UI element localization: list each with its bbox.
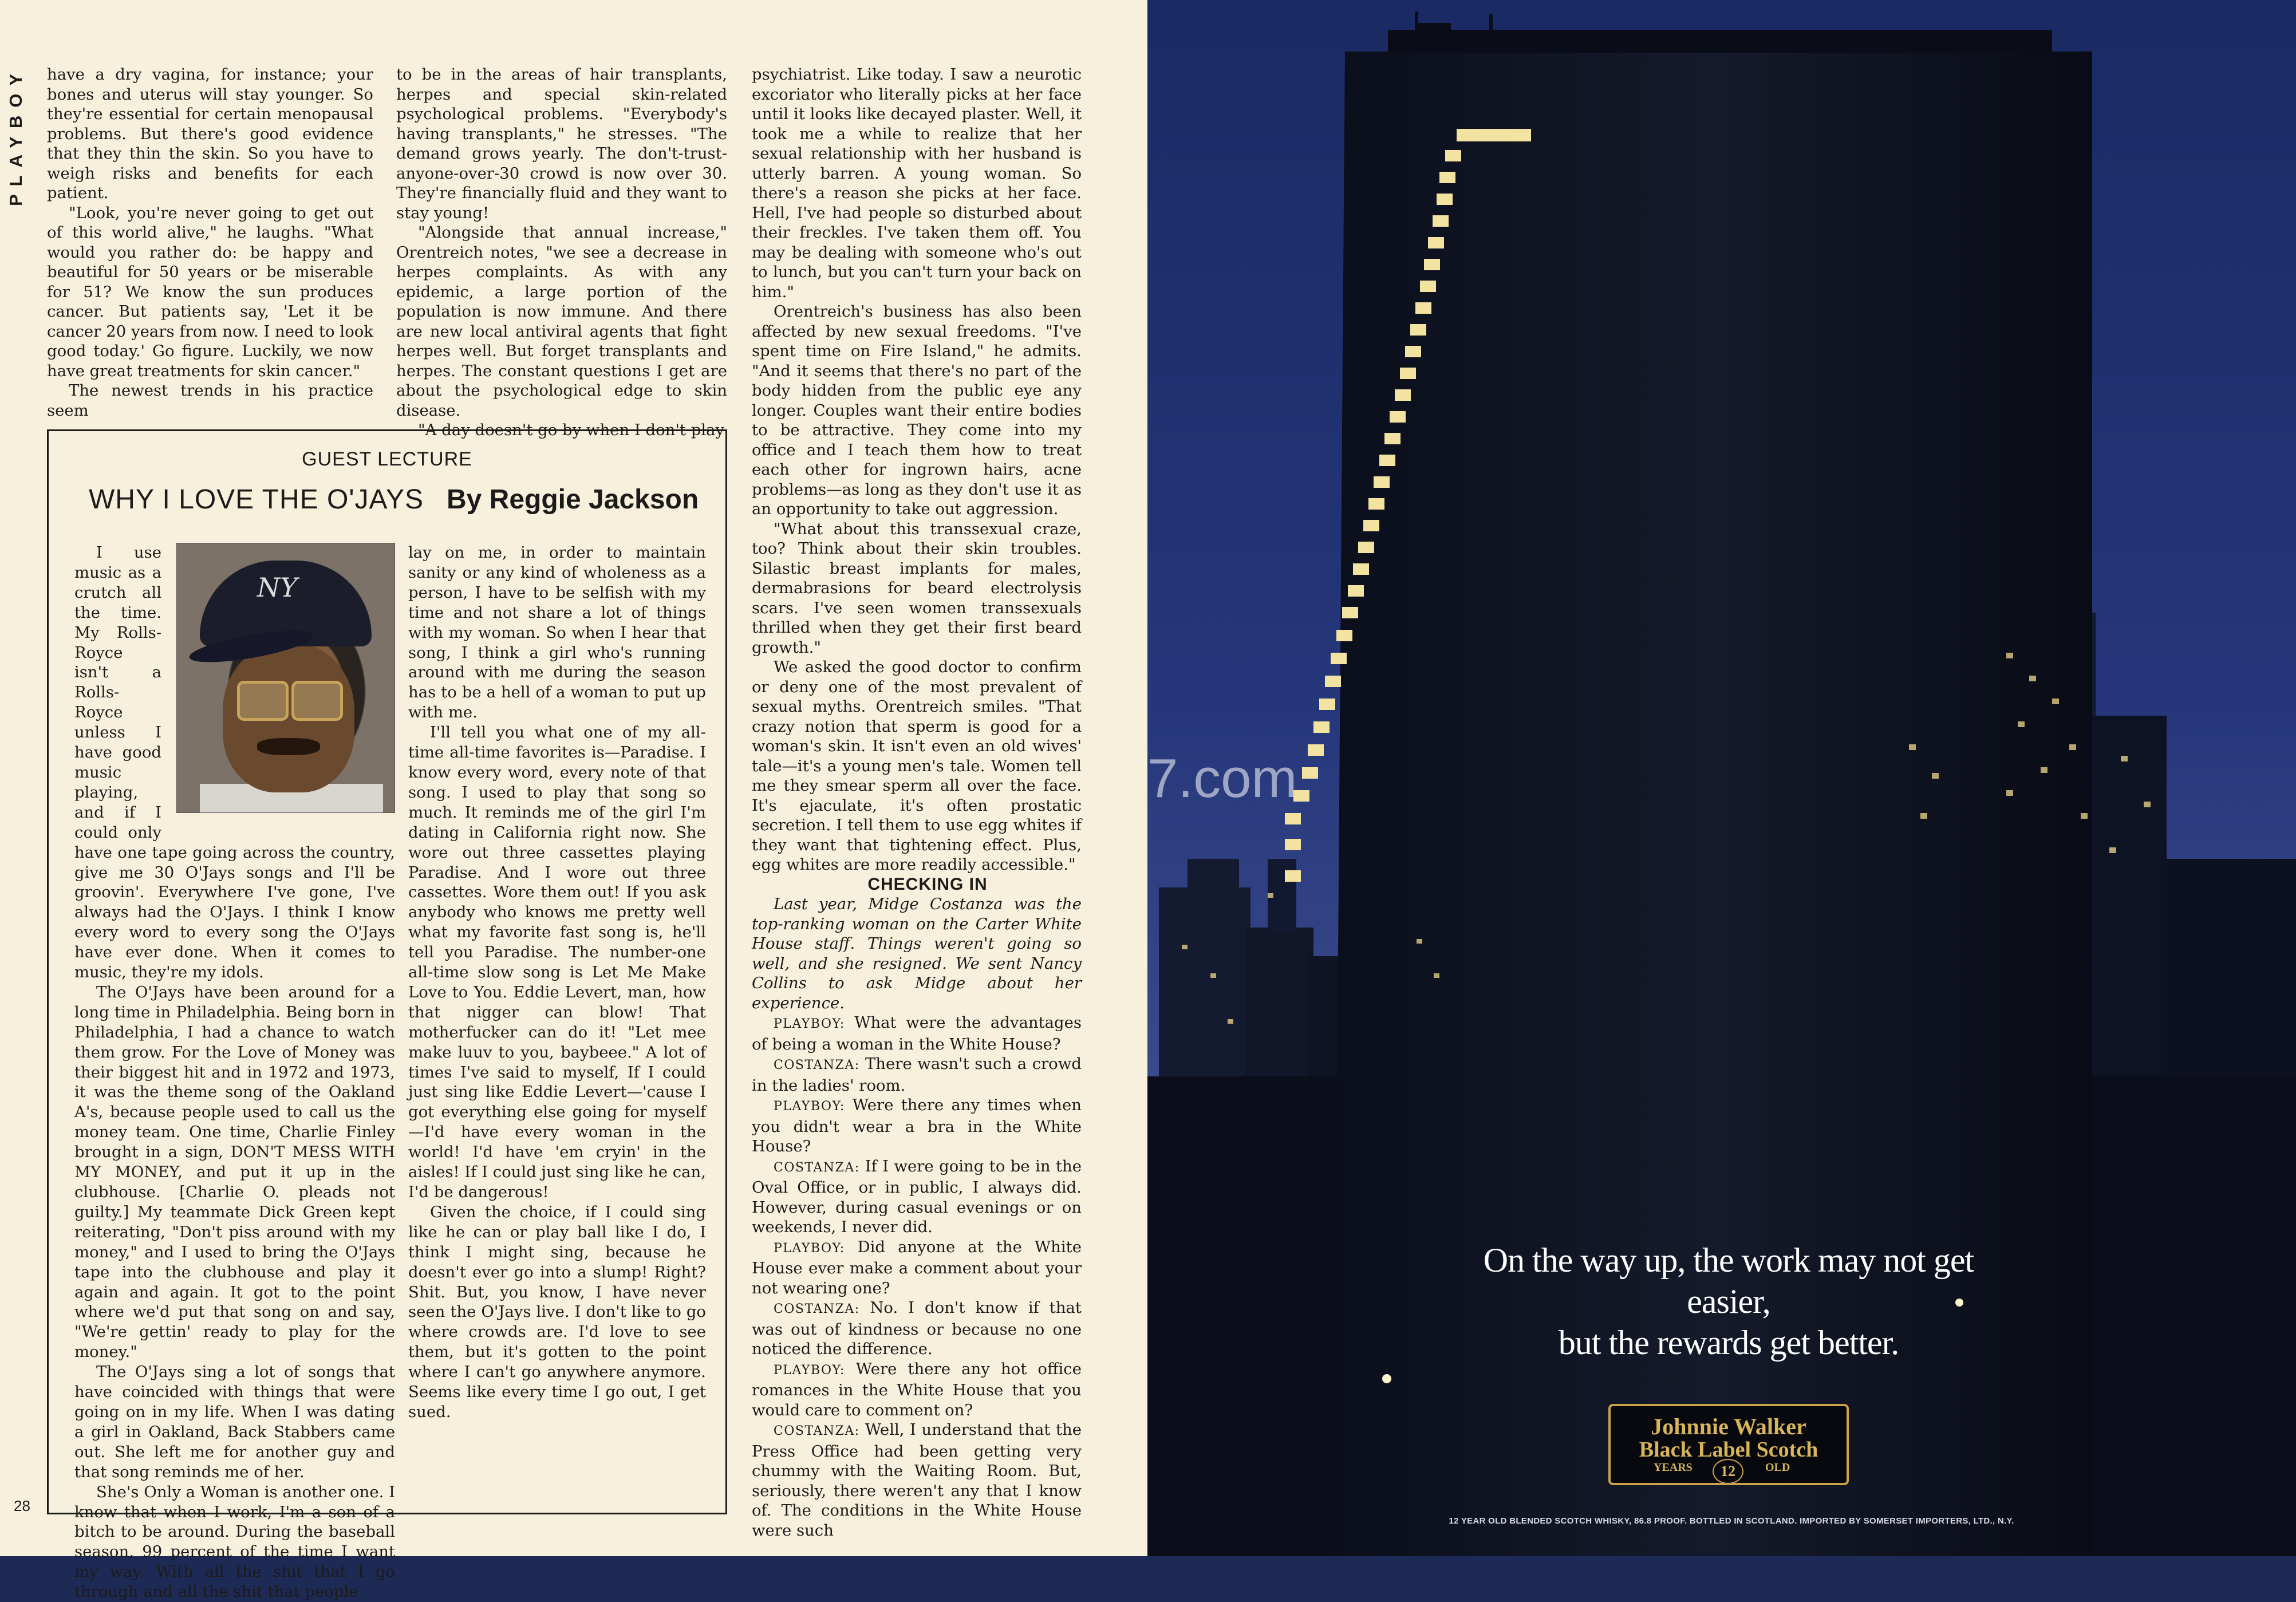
running-head: PLAYBOY xyxy=(6,66,26,207)
ad-headline xyxy=(1442,1240,2015,1363)
speaker-label: PLAYBOY: xyxy=(774,1099,853,1114)
article-column-1 xyxy=(47,65,373,420)
article-column-3 xyxy=(752,65,1082,1540)
paragraph: I'll tell you what one of my all-time all-time favorites is—Paradise. I know every word, every note of that song. I used to play that song so much. It reminds me of the girl I'm dating in California right now. She wore out three cassettes playing Paradise. And I wore out three cassettes. Wore them out! If you ask anybody who knows me pretty well what my favorite fast song is, he'll tell you Paradise. The number-one all-time slow song is Let Me Make Love to You. Eddie Levert, man, how that nigger can blow! That motherfucker can do it! "Let mee make luuv to you, baybeee." A lot of times I've said to myself, If I could just sing like Eddie Levert—'cause I got everything else going for myself—I'd have every woman in the world! I'd have 'em cryin' in the aisles! If I could just sing like he can, I'd be dangerous! xyxy=(408,723,706,1201)
fine-print: 12 YEAR OLD BLENDED SCOTCH WHISKY, 86.8 PROOF. BOTTLED IN SCOTLAND. IMPORTED BY SOMERSET IMPORTERS, LTD., N.Y. xyxy=(1449,1516,2014,1526)
interview-text: Were there any hot office romances in the White House that you would care to comment on? xyxy=(752,1359,1082,1419)
interview-text: What were the advantages of being a woman in the White House? xyxy=(752,1013,1082,1053)
paragraph: "Alongside that annual increase," Orentreich notes, "we see a decrease in herpes complaints. As with any epidemic, a large portion of the population is now immune. And there are new local antiviral agents that fight herpes well. But forget transplants and herpes. The constant questions I get are about the psychological edge to skin disease. xyxy=(396,223,727,420)
paragraph: Given the choice, if I could sing like he can or play ball like I do, I think I might sing, because he doesn't ever go into a slump! Right? Shit. But, you know, I have never seen the O'Jays live. I don't like to go where crowds are. I'd love to see them, but it's gotten to the point where I can't go anywhere anymore. Seems like every time I go out, I get sued. xyxy=(408,1202,706,1421)
speaker-label: PLAYBOY: xyxy=(774,1363,856,1378)
paragraph: I use music as a crutch all the time. My Rolls-Royce isn't a Rolls-Royce unless I have good music playing, and if I could only have one tape going across the country, give me 30 O'Jays songs and I'll be groovin'. Everywhere I've gone, I've always had the O'Jays. I think I know every word to every song the O'Jays have ever done. When it comes to music, they're my idols. xyxy=(74,543,395,982)
speaker-label: PLAYBOY: xyxy=(774,1017,855,1031)
interview-text: Did anyone at the White House ever make a comment about your not wearing one? xyxy=(752,1237,1082,1297)
paragraph: The newest trends in his practice seem xyxy=(47,381,373,420)
interview-text: Well, I understand that the Press Office had been getting very chummy with the Waiting Room. But, seriously, there weren't any that I know of. The conditions in the White House were such xyxy=(752,1421,1082,1540)
paragraph: psychiatrist. Like today. I saw a neurotic excoriator who literally picks at her face until it looks like decayed plaster. Well, it took me a while to realize that her sexual relationship with her husband is utterly barren. A young woman. So there's a reason she picks at her face. Hell, I've had people so disturbed about their freckles. I've taken them off. You may be dealing with someone who's out to lunch, but you can't turn your back on him." xyxy=(752,65,1082,301)
watermark-text: 7.com xyxy=(1147,748,1297,809)
paragraph: She's Only a Woman is another one. I know that when I work, I'm a son of a bitch to be around. During the baseball season, 99 percent of the time I want my way. With all the shit that I go through and all the shit that people xyxy=(74,1482,395,1601)
speaker-label: COSTANZA: xyxy=(774,1424,865,1438)
paragraph: Orentreich's business has also been affected by new sexual freedoms. "I've spent time on Fire Island," he admits. "And it seems that there's no part of the body hidden from the public eye any longer. Couples want their entire bodies to be attractive. They come into my office and I teach them how to treat each other for ingrown hairs, acne problems—as long as they don't use it as an opportunity to take out aggression. xyxy=(752,302,1082,518)
product-name: Black Label Scotch xyxy=(1639,1438,1818,1462)
age-badge: 12 xyxy=(1713,1459,1743,1484)
interview-line xyxy=(752,1013,1082,1054)
paragraph: to be in the areas of hair transplants, herpes and special skin-related psychological problems. "Everybody's having transplants," he stresses. "The demand grows yearly. The don't-trust-anyone-over-30 crowd is now over 30. They're financially fluid and they want to stay young! xyxy=(396,65,727,222)
checking-in-intro: Last year, Midge Costanza was the top-ranking woman on the Carter White House staff. Things weren't going so well, and she resigned. We sent Nancy Collins to ask Midge about her experience. xyxy=(752,895,1082,1012)
interview-line xyxy=(752,1095,1082,1157)
paragraph: The O'Jays have been around for a long time in Philadelphia. Being born in Philadelphia, I had a chance to watch them grow. For the Love of Money was their biggest hit and in 1972 and 1973, it was the theme song of the Oakland A's, because people used to call us the money team. One time, Charlie Finley brought in a sign, DON'T MESS WITH MY MONEY, and put it up in the clubhouse. [Charlie O. pleads not guilty.] My teammate Dick Green kept reiterating, "Don't piss around with my money," and I used to bring the O'Jays tape into the clubhouse and play it again and again. It got to the point where we'd put that song on and say, "We're gettin' ready to play for the money." xyxy=(74,982,395,1362)
interview-text: There wasn't such a crowd in the ladies' room. xyxy=(752,1055,1082,1095)
reggie-jackson-photo xyxy=(176,543,395,813)
left-magazine-page xyxy=(0,0,1147,1601)
ad-headline-line-1: On the way up, the work may not get easier, xyxy=(1483,1241,1974,1320)
interview-line xyxy=(752,1237,1082,1299)
checking-in-heading: CHECKING IN xyxy=(867,874,988,894)
old-label: OLD xyxy=(1765,1461,1790,1474)
speaker-label: COSTANZA: xyxy=(774,1160,865,1175)
johnnie-walker-logo xyxy=(1608,1404,1849,1485)
interview-text: Were there any times when you didn't wear a bra in the White House? xyxy=(752,1096,1082,1155)
lecture-byline: By Reggie Jackson xyxy=(446,484,699,515)
years-label: YEARS xyxy=(1654,1461,1693,1474)
interview-line xyxy=(752,1298,1082,1359)
paragraph: The O'Jays sing a lot of songs that have coincided with things that were going on in my life. When I was dating a girl in Oakland, Back Stabbers came out. She left me for another guy and that song reminds me of her. xyxy=(74,1363,395,1481)
speaker-label: COSTANZA: xyxy=(774,1302,870,1316)
guest-lecture-box xyxy=(47,429,727,1601)
article-column-2 xyxy=(396,65,727,440)
speaker-label: PLAYBOY: xyxy=(774,1241,858,1256)
speaker-label: COSTANZA: xyxy=(774,1058,865,1072)
guest-lecture-title xyxy=(89,484,699,515)
lecture-column-1 xyxy=(74,543,395,1602)
paragraph: have a dry vagina, for instance; your bones and uterus will stay younger. So they're essential for certain menopausal problems. But there's good evidence that they thin the skin. So you have to weigh risks and benefits for each patient. xyxy=(47,65,373,202)
paragraph: "Look, you're never going to get out of this world alive," he laughs. "What would you rather do: be happy and beautiful for 50 years or be miserable for 51? We know the sun produces cancer. But patients say, 'Let it be cancer 20 years from now. I need to look good today.' Go figure. Luckily, we now have great treatments for skin cancer." xyxy=(47,203,373,380)
interview-line xyxy=(752,1054,1082,1095)
paragraph: "A day doesn't go by when I don't play xyxy=(418,421,725,439)
brand-name: Johnnie Walker xyxy=(1651,1414,1806,1439)
johnnie-walker-ad xyxy=(1147,0,2296,1556)
ad-headline-line-2: but the rewards get better. xyxy=(1558,1324,1899,1362)
lecture-column-2 xyxy=(408,543,706,1422)
cap-logo: NY xyxy=(257,572,298,603)
interview-text: No. I don't know if that was out of kindness or because no one noticed the difference. xyxy=(752,1299,1082,1358)
interview-text: If I were going to be in the Oval Office, or in public, I always did. However, during casual evenings or on weekends, I never did. xyxy=(752,1157,1082,1236)
page-number: 28 xyxy=(14,1497,30,1514)
paragraph: We asked the good doctor to confirm or deny one of the most prevalent of sexual myths. Orentreich smiles. "That crazy notion that sperm is good for a woman's skin. It isn't even an old wives' tale—it's a young men's tale. Women tell me they smear sperm all over the face. It's ejaculate, it's often prostatic secretion. I tell them to use egg whites if they want that tightening effect. Plus, egg whites are more readily accessible." xyxy=(752,658,1082,874)
interview-qa xyxy=(752,1013,1082,1540)
interview-line xyxy=(752,1157,1082,1237)
guest-lecture-kicker: GUEST LECTURE xyxy=(302,448,472,470)
interview-line xyxy=(752,1359,1082,1421)
lecture-title: WHY I LOVE THE O'JAYS xyxy=(89,484,424,515)
paragraph: lay on me, in order to maintain sanity or any kind of wholeness as a person, I have to be selfish with my time and not share a lot of things with my woman. So when I hear that song, I think a girl who's running around with me during the season has to be a hell of a woman to put up with me. xyxy=(408,543,706,722)
interview-line xyxy=(752,1420,1082,1540)
paragraph: "What about this transsexual craze, too? Think about their skin troubles. Silastic breast implants for males, dermabrasions for beard electrolysis scars. I've seen women transsexuals thrilled when they get their first beard growth." xyxy=(752,519,1082,657)
